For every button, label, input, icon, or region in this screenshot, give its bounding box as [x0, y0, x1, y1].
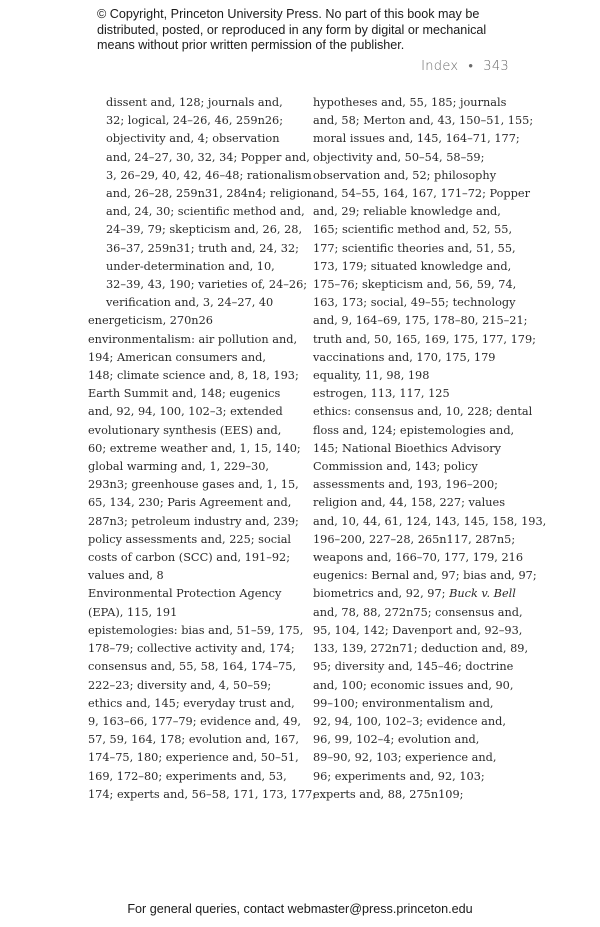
index-line: estrogen, 113, 117, 125	[313, 387, 450, 401]
index-line: 32; logical, 24–26, 46, 259n26;	[106, 114, 284, 128]
index-line: assessments and, 193, 196–200;	[313, 478, 498, 492]
index-line: 89–90, 92, 103; experience and,	[313, 751, 497, 765]
index-line: 96, 99, 102–4; evolution and,	[313, 733, 480, 747]
case-name-italic: Buck v. Bell	[449, 587, 516, 601]
index-entry-energeticism	[88, 312, 310, 330]
index-line: moral issues and, 145, 164–71, 177;	[313, 132, 520, 146]
index-line: and, 26–28, 259n31, 284n4; religion	[106, 187, 315, 201]
index-line: and, 92, 94, 100, 102–3; extended	[88, 405, 283, 419]
index-line: 96; experiments and, 92, 103;	[313, 769, 485, 783]
index-line: and, 54–55, 164, 167, 171–72; Popper	[313, 187, 530, 201]
index-entry-epa	[88, 585, 310, 621]
index-line: weapons and, 166–70, 177, 179, 216	[313, 551, 524, 565]
index-line: ethics and, 145; everyday trust and,	[88, 696, 295, 710]
index-line: and, 78, 88, 272n75; consensus and,	[313, 605, 523, 619]
index-line: 92, 94, 100, 102–3; evidence and,	[313, 714, 506, 728]
page-number: 343	[483, 59, 509, 74]
index-line: objectivity and, 50–54, 58–59;	[313, 150, 485, 164]
index-line: 36–37, 259n31; truth and, 24, 32;	[106, 241, 299, 255]
index-line: values and, 8	[88, 569, 164, 583]
index-line: 178–79; collective activity and, 174;	[88, 642, 295, 656]
bullet-separator: •	[468, 59, 474, 74]
index-line: 145; National Bioethics Advisory	[313, 441, 502, 455]
index-line: under-determination and, 10,	[106, 259, 275, 273]
index-line: 174; experts and, 56–58, 171, 173, 177;	[88, 787, 317, 801]
index-line: verification and, 3, 24–27, 40	[106, 296, 274, 310]
index-line: 99–100; environmentalism and,	[313, 696, 494, 710]
index-line: 133, 139, 272n71; deduction and, 89,	[313, 642, 529, 656]
index-line: global warming and, 1, 229–30,	[88, 460, 270, 474]
index-line: 177; scientific theories and, 51, 55,	[313, 241, 516, 255]
copyright-notice	[97, 7, 537, 54]
index-line: energeticism, 270n26	[88, 314, 213, 328]
index-line: 65, 134, 230; Paris Agreement and,	[88, 496, 292, 510]
index-line: 287n3; petroleum industry and, 239;	[88, 514, 299, 528]
index-entry-continuation	[313, 94, 535, 367]
index-line: policy assessments and, 225; social	[88, 532, 292, 546]
index-line: and, 100; economic issues and, 90,	[313, 678, 514, 692]
index-entry-epistemologies	[88, 622, 317, 804]
index-line: 173, 179; situated knowledge and,	[313, 259, 512, 273]
index-line: 222–23; diversity and, 4, 50–59;	[88, 678, 272, 692]
footer-contact: For general queries, contact webmaster@press.princeton.edu	[127, 902, 473, 916]
index-line: 95, 104, 142; Davenport and, 92–93,	[313, 623, 523, 637]
index-entry-estrogen	[313, 385, 535, 403]
index-line: costs of carbon (SCC) and, 191–92;	[88, 551, 291, 565]
index-line	[313, 585, 535, 603]
index-line: epistemologies: bias and, 51–59, 175,	[88, 623, 304, 637]
index-line: vaccinations and, 170, 175, 179	[313, 350, 496, 364]
index-line: and, 9, 164–69, 175, 178–80, 215–21;	[313, 314, 528, 328]
index-line: 175–76; skepticism and, 56, 59, 74,	[313, 278, 517, 292]
index-line: equality, 11, 98, 198	[313, 369, 430, 383]
running-head	[421, 58, 509, 74]
index-line: 3, 26–29, 40, 42, 46–48; rationalism	[106, 168, 312, 182]
index-line-text: biometrics and, 92, 97;	[313, 587, 450, 601]
index-line: floss and, 124; epistemologies and,	[313, 423, 515, 437]
index-entry-ethics	[313, 403, 547, 567]
index-line: and, 24, 30; scientific method and,	[106, 205, 305, 219]
index-line: eugenics: Bernal and, 97; bias and, 97;	[313, 569, 537, 583]
index-line: 24–39, 79; skepticism and, 26, 28,	[106, 223, 303, 237]
index-line: and, 10, 44, 61, 124, 143, 145, 158, 193,	[313, 514, 547, 528]
section-title: Index	[421, 59, 459, 74]
index-column-right	[313, 94, 547, 804]
index-line: and, 29; reliable knowledge and,	[313, 205, 501, 219]
index-line: experts and, 88, 275n109;	[313, 787, 464, 801]
copyright-line: © Copyright, Princeton University Press. No part of this book may be	[97, 7, 480, 21]
index-line: 163, 173; social, 49–55; technology	[313, 296, 516, 310]
index-line: dissent and, 128; journals and,	[106, 96, 283, 109]
index-line: objectivity and, 4; observation	[106, 132, 280, 146]
copyright-line: means without prior written permission of the publisher.	[97, 38, 405, 52]
index-line: 9, 163–66, 177–79; evidence and, 49,	[88, 714, 301, 728]
index-line: 57, 59, 164, 178; evolution and, 167,	[88, 733, 299, 747]
index-line: environmentalism: air pollution and,	[88, 332, 298, 346]
index-line: observation and, 52; philosophy	[313, 168, 497, 182]
index-line: 165; scientific method and, 52, 55,	[313, 223, 513, 237]
index-line: and, 58; Merton and, 43, 150–51, 155;	[313, 114, 534, 128]
index-entry-eugenics	[313, 567, 535, 804]
index-line: religion and, 44, 158, 227; values	[313, 496, 505, 510]
index-line: 293n3; greenhouse gases and, 1, 15,	[88, 478, 299, 492]
copyright-line: distributed, posted, or reproduced in any form by digital or mechanical	[97, 22, 487, 37]
index-line: hypotheses and, 55, 185; journals	[313, 96, 507, 109]
index-line: (EPA), 115, 191	[88, 605, 178, 619]
index-line: 32–39, 43, 190; varieties of, 24–26;	[106, 278, 308, 292]
index-line: evolutionary synthesis (EES) and,	[88, 423, 282, 437]
index-line: 194; American consumers and,	[88, 350, 266, 364]
index-line: 174–75, 180; experience and, 50–51,	[88, 751, 299, 765]
index-line: truth and, 50, 165, 169, 175, 177, 179;	[313, 332, 536, 346]
index-column-left	[88, 94, 317, 804]
index-line: and, 24–27, 30, 32, 34; Popper and,	[106, 150, 310, 164]
index-line: Earth Summit and, 148; eugenics	[88, 387, 281, 401]
index-line: Commission and, 143; policy	[313, 460, 478, 474]
index-line: ethics: consensus and, 10, 228; dental	[313, 405, 533, 419]
index-entry-equality	[313, 367, 535, 385]
index-line: 95; diversity and, 145–46; doctrine	[313, 660, 514, 674]
index-line: Environmental Protection Agency	[88, 587, 282, 601]
index-entry-continuation	[88, 94, 315, 312]
index-line: consensus and, 55, 58, 164, 174–75,	[88, 660, 297, 674]
index-line: 169, 172–80; experiments and, 53,	[88, 769, 287, 783]
index-line: 196–200, 227–28, 265n117, 287n5;	[313, 532, 516, 546]
index-entry-environmentalism	[88, 331, 310, 586]
index-line: 60; extreme weather and, 1, 15, 140;	[88, 441, 301, 455]
index-line: 148; climate science and, 8, 18, 193;	[88, 369, 299, 383]
